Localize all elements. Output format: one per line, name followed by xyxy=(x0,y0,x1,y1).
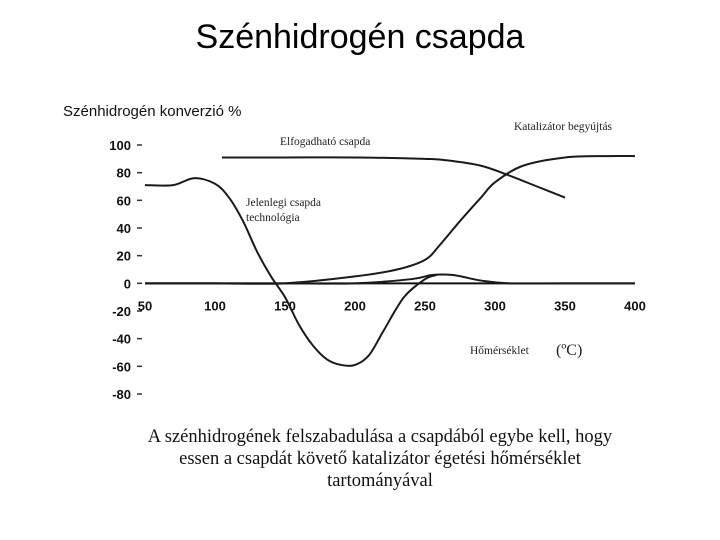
x-tick-label: 200 xyxy=(344,298,366,314)
y-tick-label: 60 xyxy=(116,193,131,209)
conversion-chart xyxy=(55,92,660,422)
y-tick-label: -60 xyxy=(112,359,131,375)
y-tick-label: 100 xyxy=(109,138,131,153)
x-tick-label: 400 xyxy=(624,298,646,314)
y-tick-label: 40 xyxy=(116,221,131,236)
y-tick-label: 80 xyxy=(116,165,131,181)
x-axis-unit: (ºC) xyxy=(556,342,583,359)
series-catalyst-lightoff xyxy=(145,156,635,284)
series-trap-desorption xyxy=(145,274,635,283)
series-acceptable-trap xyxy=(222,157,565,197)
annotation-catalyst-lightoff: Katalizátor begyújtás xyxy=(514,121,613,133)
caption-line-2: essen a csapdát követő katalizátor égetési hőmérséklet xyxy=(179,449,581,469)
annotation-current-trap-line2: technológia xyxy=(246,212,300,224)
y-axis-label: Szénhidrogén konverzió % xyxy=(63,103,242,120)
figure-caption xyxy=(100,426,660,492)
y-tick-label: -80 xyxy=(112,387,131,402)
y-tick-label: -40 xyxy=(112,331,131,347)
chart-figure xyxy=(55,92,660,512)
x-tick-label: 150 xyxy=(274,298,296,314)
x-tick-label: 50 xyxy=(137,298,153,314)
y-tick-label: 0 xyxy=(123,276,131,292)
y-tick-label: 20 xyxy=(116,248,131,264)
x-tick-label: 300 xyxy=(484,298,506,314)
caption-line-3: tartományával xyxy=(327,471,433,491)
x-tick-label: 350 xyxy=(554,298,576,314)
y-tick-label: -20 xyxy=(112,304,131,319)
x-axis-label: Hőmérséklet xyxy=(470,345,529,357)
caption-line-1: A szénhidrogének felszabadulása a csapdából egybe kell, hogy xyxy=(147,427,613,447)
slide-title: Szénhidrogén csapda xyxy=(195,18,525,56)
x-tick-label: 250 xyxy=(414,298,436,314)
x-tick-label: 100 xyxy=(204,298,226,314)
annotation-acceptable-trap: Elfogadható csapda xyxy=(280,136,371,148)
annotation-current-trap-line1: Jelenlegi csapda xyxy=(246,197,322,209)
